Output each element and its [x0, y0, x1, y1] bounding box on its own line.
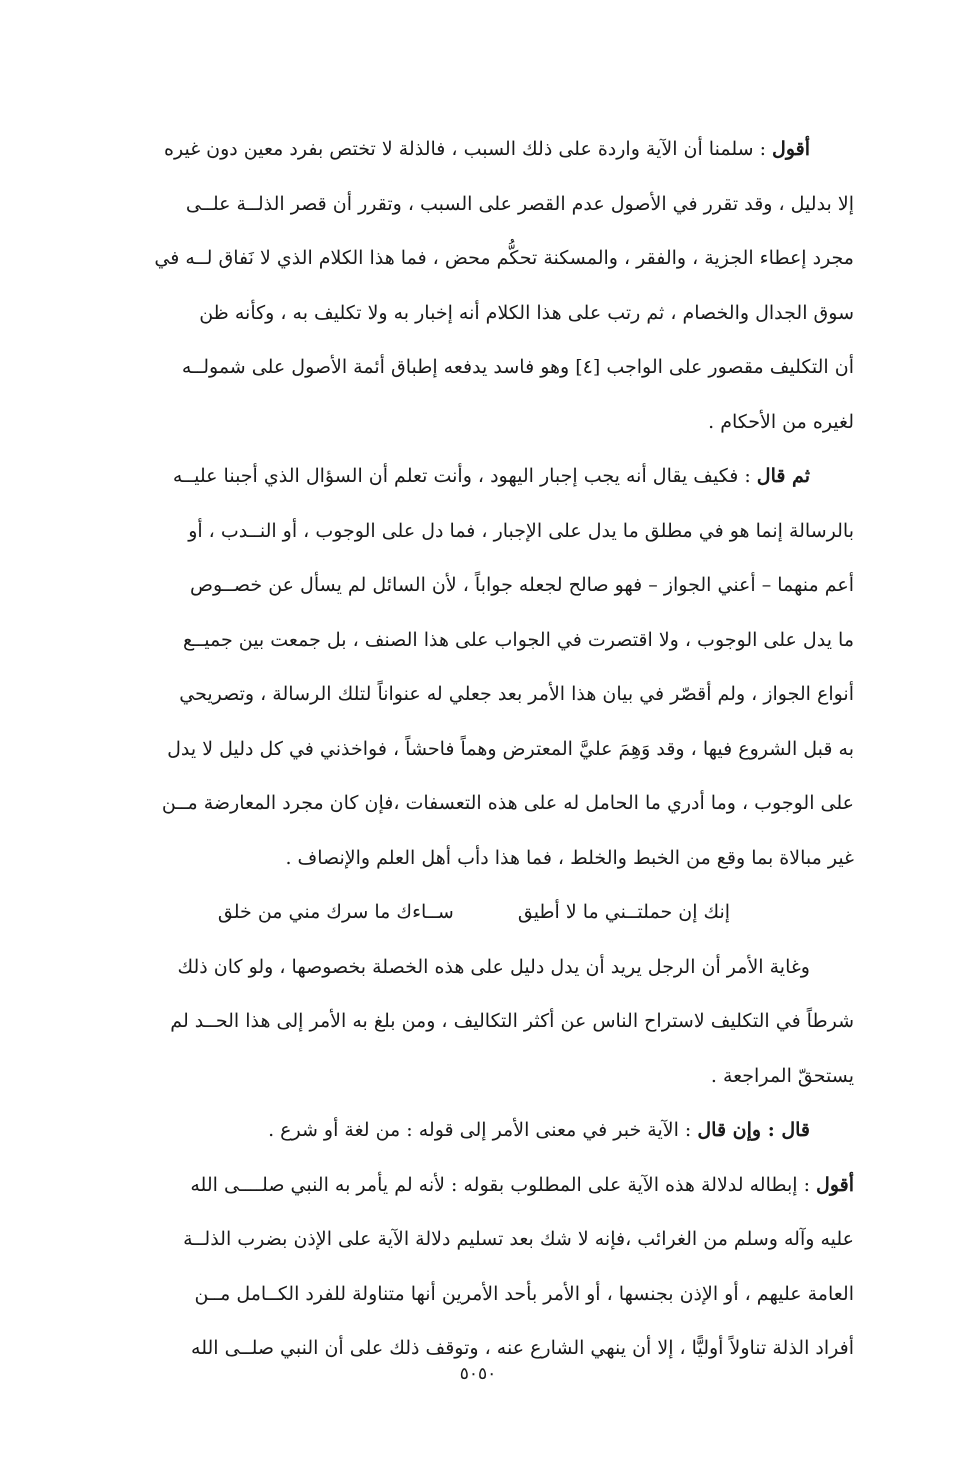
paragraph-lead: ثم قال: [756, 465, 810, 487]
paragraph-lead: قال : وإن قال: [697, 1119, 810, 1141]
text-line: شرطاً في التكليف لاستراح الناس عن أكثر التكاليف ، ومن بلغ به الأمر إلى هذا الحــد لم: [170, 1010, 854, 1032]
text-line: إلا بدليل ، وقد تقرر في الأصول عدم القصر على السبب ، وتقرر أن قصر الذلــة علــى: [185, 192, 854, 215]
paragraph-2: [94, 449, 854, 885]
text-line: أعم منهما – أعني الجواز – فهو صالح لجعله جواباً ، لأن السائل لم يسأل عن خصــوص: [190, 574, 854, 596]
page-number: ٥٠٥٠: [459, 1364, 497, 1384]
text-line: به قبل الشروع فيها ، وقد وَهِمَ عليَّ المعترض وهماً فاحشاً ، فواخذني في كل دليل لا يدل: [167, 737, 854, 760]
text-line: ثم قال : فكيف يقال أنه يجب إجبار اليهود ، وأنت تعلم أن السؤال الذي أجبنا عليــه: [172, 465, 810, 487]
text-line: غير مبالاة بما وقع من الخبط والخلط ، فما هذا دأب أهل العلم والإنصاف .: [285, 846, 854, 869]
text-line: أقول : سلمنا أن الآية واردة على ذلك السبب ، فالذلة لا تختص بفرد معين دون غيره: [164, 138, 810, 160]
text-line: أن التكليف مقصور على الواجب [٤] وهو فاسد يدفعه إطباق أئمة الأصول على شمولــه: [181, 356, 854, 378]
text-line: أقول : إبطاله لدلالة هذه الآية على المطلوب بقوله : لأنه لم يأمر به النبي صلــــى الله: [190, 1173, 854, 1196]
poem-verse: [94, 885, 854, 940]
text-line: بالرسالة إنما هو في مطلق ما يدل على الإجبار ، فما دل على الوجوب ، أو النــدب ، أو: [188, 519, 854, 542]
text-line: وغاية الأمر أن الرجل يريد أن يدل دليل على هذه الخصلة بخصوصها ، ولو كان ذلك: [177, 955, 810, 978]
quoted-statement: [94, 1103, 854, 1158]
poem-second-hemistich: ســاءك ما سرك مني من خلق: [217, 901, 454, 923]
text-line: سوق الجدال والخصام ، ثم رتب على هذا الكلام أنه إخبار به ولا تكليف به ، وكأنه ظن: [199, 301, 854, 324]
text-line: مجرد إعطاء الجزية ، والفقر ، والمسكنة تحكُّم محض ، فما هذا الكلام الذي لا نَفاق لــه في: [154, 247, 854, 269]
main-text: [94, 122, 854, 1376]
text-line: أفراد الذلة تناولاً أوليًّا ، إلا أن ينهي الشارع عنه ، وتوقف ذلك على أن النبي صلــى الله: [191, 1337, 854, 1359]
paragraph-4: [94, 1158, 854, 1376]
text-line: عليه وآله وسلم من الغرائب ،فإنه لا شك بعد تسليم دلالة الآية على الإذن بضرب الذلــة: [183, 1228, 854, 1250]
text-line: يستحقّ المراجعة .: [710, 1064, 854, 1087]
paragraph-1: [94, 122, 854, 449]
text-line: قال : وإن قال : الآية خبر في معنى الأمر إلى قوله : من لغة أو شرع .: [268, 1119, 810, 1141]
text-line: العامة عليهم ، أو الإذن بجنسها ، أو الأمر بأحد الأمرين أنها متناولة للفرد الكــامل مــن: [194, 1282, 854, 1305]
poem-first-hemistich: إنك إن حملتــني ما لا أطيق: [517, 901, 731, 923]
text-line: ما يدل على الوجوب ، ولا اقتصرت في الجواب على هذا الصنف ، بل جمعت بين جميــع: [182, 628, 854, 651]
paragraph-3: [94, 940, 854, 1104]
text-line: لغيره من الأحكام .: [708, 410, 854, 433]
text-line: على الوجوب ، وما أدري ما الحامل له على هذه التعسفات ،فإن كان مجرد المعارضة مــن: [161, 792, 854, 814]
paragraph-lead: أقول: [816, 1173, 854, 1196]
text-line: أنواع الجواز ، ولم أقصّر في بيان هذا الأمر بعد جعلي له عنواناً لتلك الرسالة ، وتصريحي: [179, 683, 854, 705]
paragraph-lead: أقول: [772, 138, 810, 160]
